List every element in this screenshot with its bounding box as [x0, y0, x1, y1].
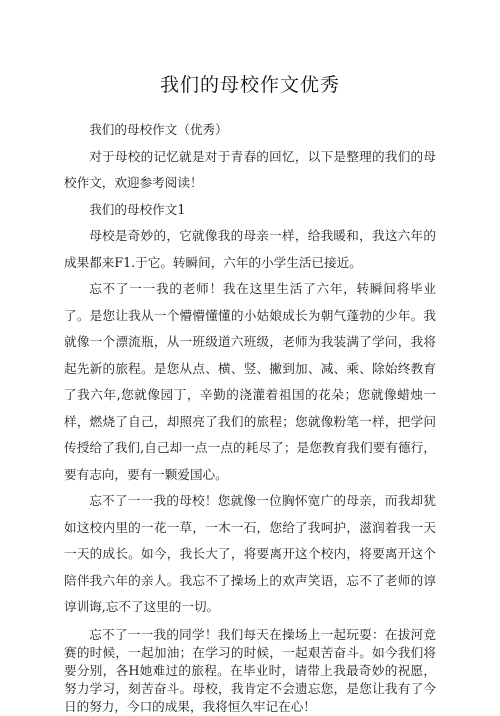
body-paragraph: 忘不了一一我的同学！我们每天在操场上一起玩耍：在拔河竞赛的时候，一起加油；在学习的时候，一起艰苦奋斗。如今我们将要分别，各H她难过的旅程。在毕业时，请带上我最奇妙的祝愿，努力学习，刻苦奋斗。母校，我肯定不会遗忘您，是您让我有了今日的努力，今口的成果，我将恒久牢记在心！	[64, 626, 436, 714]
intro-paragraph: 对于母校的记忆就是对于青春的回忆，以下是整理的我们的母校作文，欢迎参考阅读！	[64, 148, 436, 190]
section-heading: 我们的母校作文1	[89, 201, 186, 217]
subtitle-paragraph: 我们的母校作文（优秀）	[89, 122, 228, 137]
body-paragraph: 忘不了一一我的老师！我在这里生活了六年，转瞬间将毕业了。是您让我从一个懵懵懂懂的小姑娘成长为朝气蓬勃的少年。我就像一个漂流瓶，从一班级道六班级，老师为我装满了学问，我将起先新的旅程。是您从点、横、竖、撇到加、减、乘、除始终教育了我六年,您就像园丁，辛勤的浇灌着祖国的花朵；您就像蜡烛一样，燃烧了自己，却照亮了我们的旅程；您就像粉笔一样，把学问传授给了我们,自己却一点一点的耗尽了；是您教育我们要有德行，要有志向，要有一颗爱国心。	[64, 281, 436, 482]
body-paragraph: 母校是奇妙的，它就像我的母亲一样，给我暖和，我这六年的成果都来F1.于它。转瞬间，六年的小学生活已接近。	[64, 228, 436, 270]
document-body	[64, 117, 436, 716]
document-title: 我们的母校作文优秀	[159, 74, 340, 96]
body-paragraph: 忘不了一一我的母校！您就像一位胸怀宽广的母亲，而我却犹如这校内里的一花一草，一木一石，您给了我呵护，滋润着我一天一天的成长。如今，我长大了，将要离开这个校内，将要离开这个陪伴我六年的亲人。我忘不了操场上的欢声笑语，忘不了老师的谆谆训诲,忘不了这里的一切。	[64, 493, 436, 614]
